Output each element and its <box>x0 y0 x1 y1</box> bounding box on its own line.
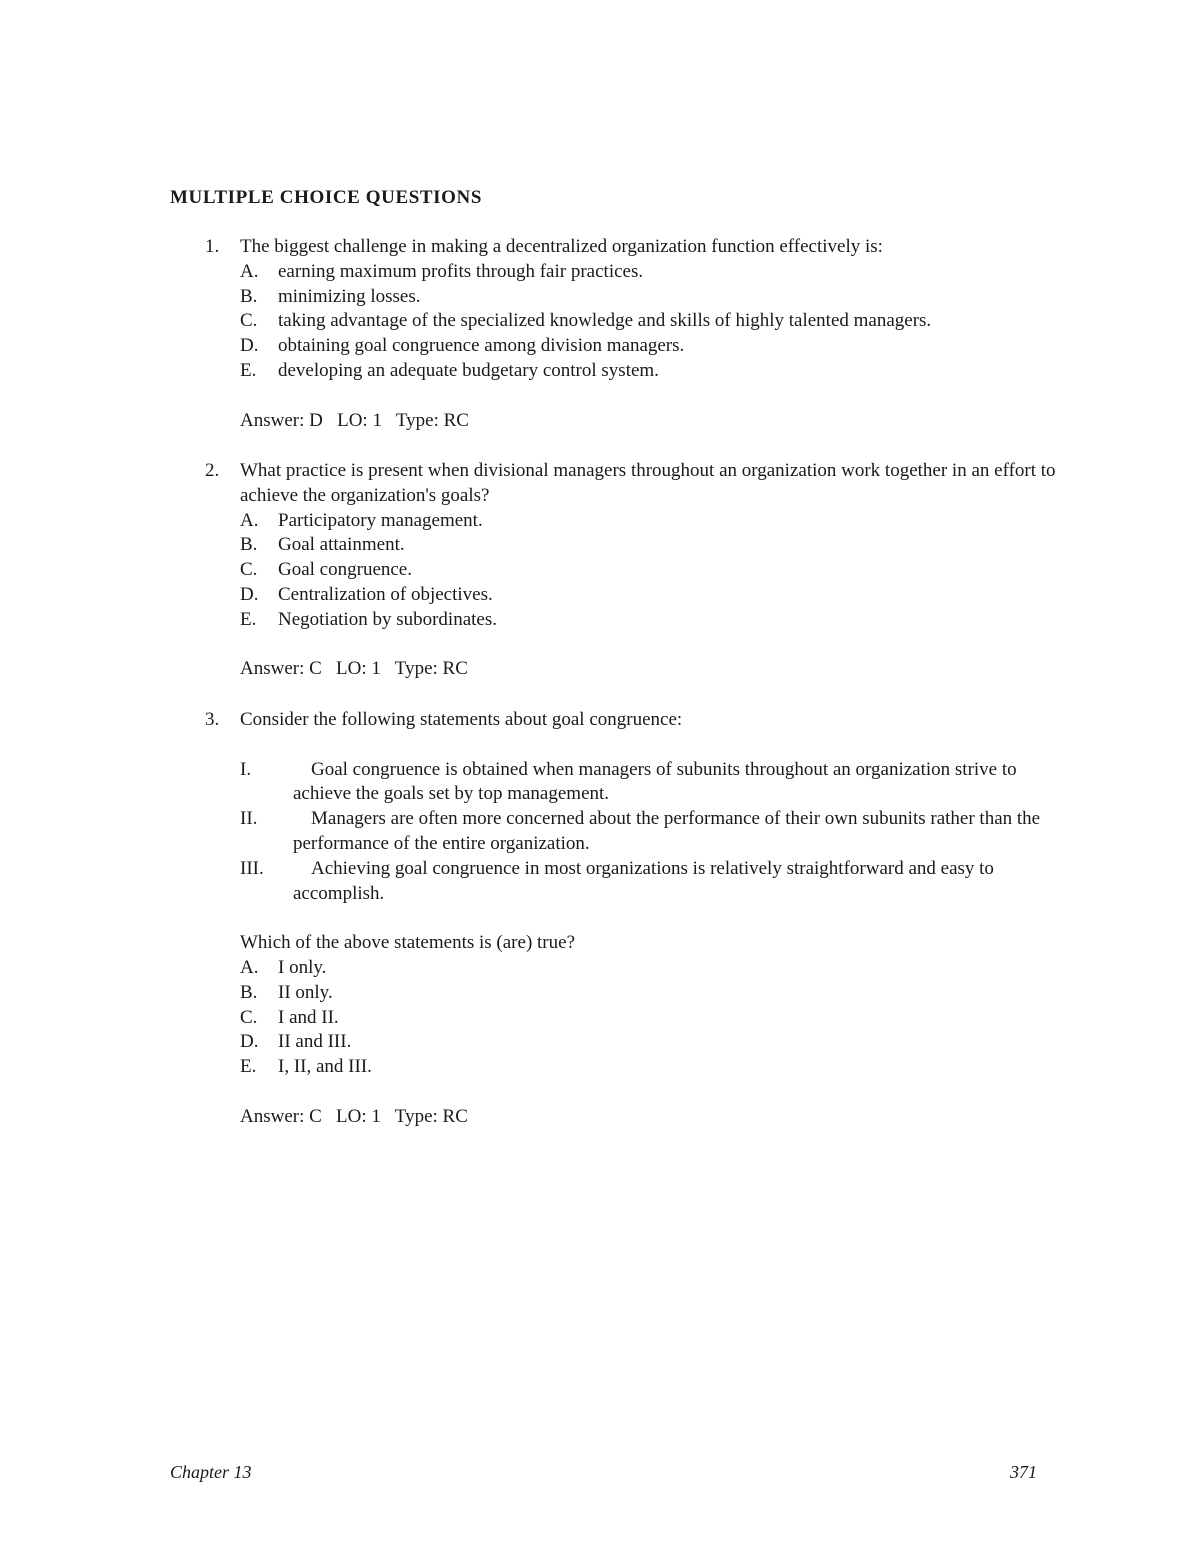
option-letter: D. <box>240 583 259 605</box>
option-d <box>205 1030 1065 1055</box>
option-letter: E. <box>240 359 257 381</box>
question-1 <box>205 235 1065 433</box>
option-text: taking advantage of the specialized knowledge and skills of highly talented managers. <box>278 310 932 332</box>
statement-number: II. <box>240 808 258 830</box>
answer-line: Answer: C LO: 1 Type: RC <box>240 1105 468 1127</box>
question-number: 2. <box>205 460 220 481</box>
option-text: Centralization of objectives. <box>278 583 493 605</box>
option-a <box>205 260 1065 285</box>
question-stem <box>205 235 1065 260</box>
question-2 <box>205 459 1065 682</box>
option-text: obtaining goal congruence among division managers. <box>278 335 685 357</box>
option-letter: A. <box>240 509 259 531</box>
option-letter: C. <box>240 1006 258 1028</box>
option-d <box>205 334 1065 359</box>
option-text: I only. <box>278 956 327 978</box>
option-text: earning maximum profits through fair practices. <box>278 260 644 282</box>
option-text: Participatory management. <box>278 509 483 531</box>
option-letter: B. <box>240 285 258 307</box>
option-text: Negotiation by subordinates. <box>278 608 497 630</box>
question-number: 3. <box>205 709 220 730</box>
option-letter: C. <box>240 559 258 581</box>
option-letter: B. <box>240 534 258 556</box>
statement-i <box>205 758 1065 808</box>
option-letter: E. <box>240 1056 257 1078</box>
statement-text: Achieving goal congruence in most organizations is relatively straightforward and easy to accomplish. <box>293 857 994 904</box>
statement-text: Managers are often more concerned about the performance of their own subunits rather than the performance of the entire organization. <box>293 808 1041 854</box>
statement-number: I. <box>240 758 252 780</box>
option-letter: C. <box>240 310 258 332</box>
option-b <box>205 285 1065 310</box>
option-a <box>205 956 1065 981</box>
question-prompt <box>205 931 1065 956</box>
section-heading: MULTIPLE CHOICE QUESTIONS <box>170 187 483 208</box>
option-text: minimizing losses. <box>278 285 421 307</box>
question-text: Consider the following statements about goal congruence: <box>240 709 683 730</box>
footer-page-number: 371 <box>1010 1462 1037 1482</box>
option-c <box>205 309 1065 334</box>
answer-line: Answer: D LO: 1 Type: RC <box>240 409 469 431</box>
option-c <box>205 558 1065 583</box>
option-letter: E. <box>240 608 257 630</box>
option-b <box>205 533 1065 558</box>
option-b <box>205 981 1065 1006</box>
option-letter: D. <box>240 1031 259 1053</box>
option-letter: D. <box>240 335 259 357</box>
footer-chapter: Chapter 13 <box>170 1462 252 1482</box>
question-3 <box>205 708 1065 1130</box>
statement-iii <box>205 857 1065 907</box>
option-text: Goal congruence. <box>278 559 412 581</box>
prompt-text: Which of the above statements is (are) true? <box>240 932 575 954</box>
option-text: developing an adequate budgetary control system. <box>278 359 659 381</box>
option-text: II and III. <box>278 1031 352 1053</box>
statement-number: III. <box>240 857 264 879</box>
option-c <box>205 1006 1065 1031</box>
option-text: I and II. <box>278 1006 339 1028</box>
option-letter: B. <box>240 981 258 1003</box>
option-text: II only. <box>278 981 333 1003</box>
option-text: I, II, and III. <box>278 1056 372 1078</box>
question-stem <box>205 708 1065 733</box>
option-e <box>205 1055 1065 1080</box>
option-e <box>205 608 1065 633</box>
option-a <box>205 509 1065 534</box>
question-number: 1. <box>205 236 220 257</box>
option-letter: A. <box>240 956 259 978</box>
option-text: Goal attainment. <box>278 534 405 556</box>
option-letter: A. <box>240 260 259 282</box>
statement-text: Goal congruence is obtained when managers of subunits throughout an organization strive to achieve the goals set by top management. <box>293 758 1017 805</box>
question-text: The biggest challenge in making a decentralized organization function effectively is: <box>240 236 883 257</box>
question-stem <box>205 459 1065 509</box>
statement-ii <box>205 807 1065 857</box>
option-e <box>205 359 1065 384</box>
question-text: What practice is present when divisional managers throughout an organization work together in an effort to achieve the organization's goals? <box>240 460 1056 506</box>
option-d <box>205 583 1065 608</box>
answer-line: Answer: C LO: 1 Type: RC <box>240 658 468 680</box>
